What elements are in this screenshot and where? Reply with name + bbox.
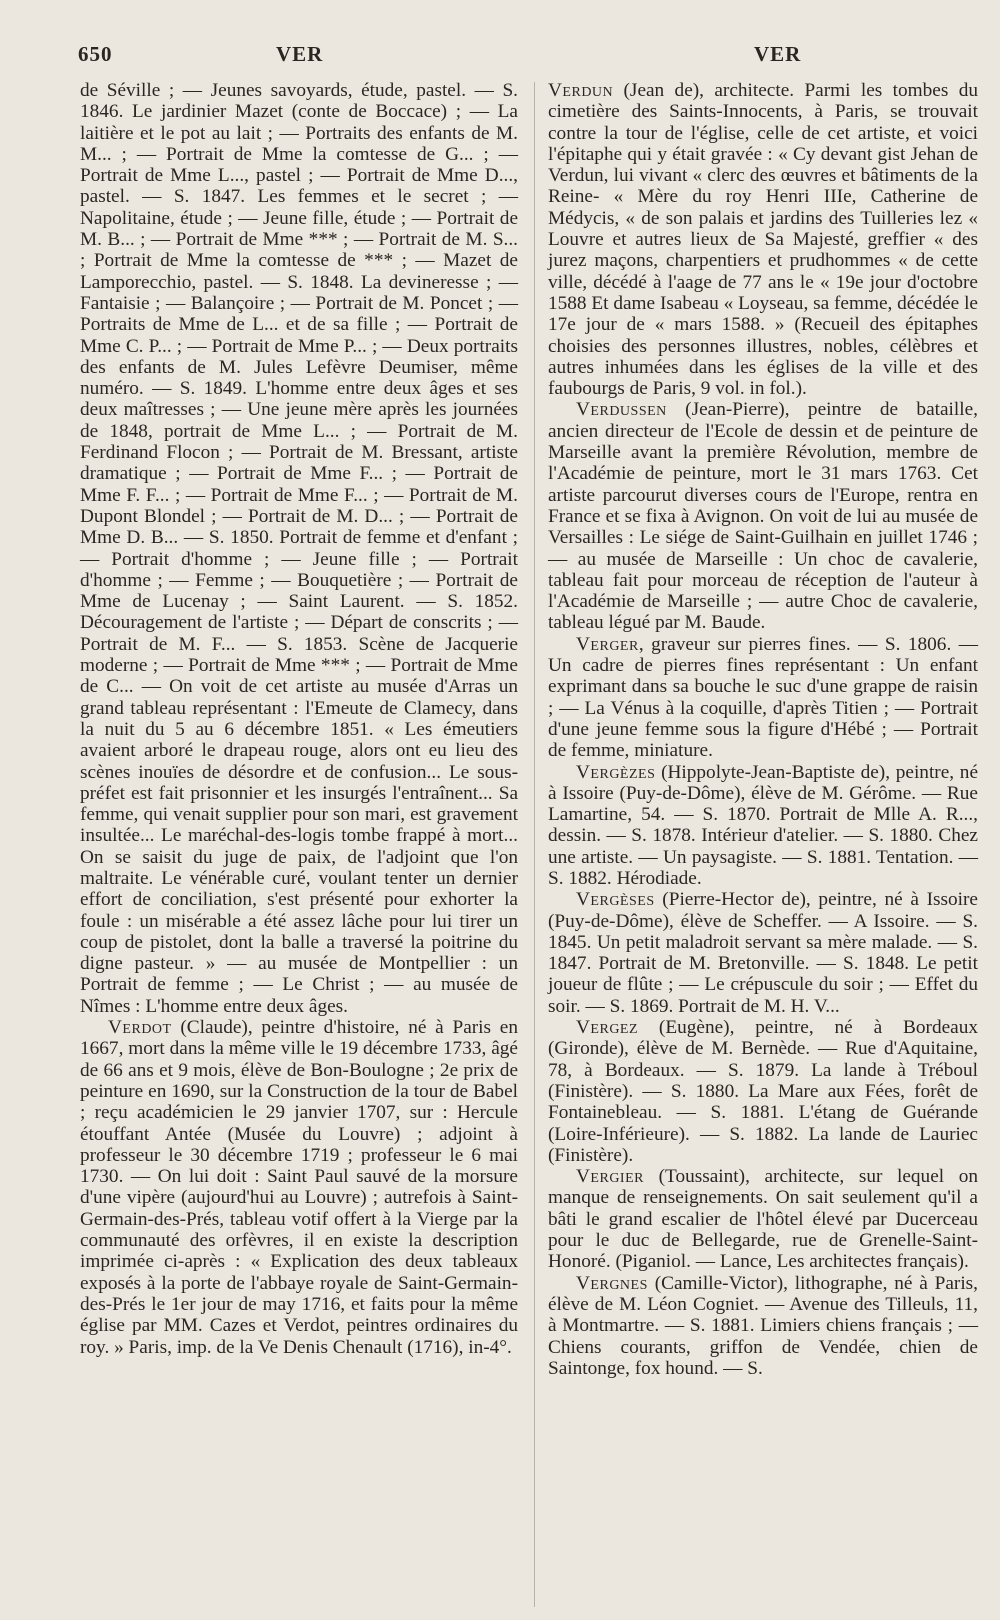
entry-text: (Pierre-Hector de), peintre, né à Issoire (Puy-de-Dôme), élève de Scheffer. — A Issoire. — S. 1845. Un petit maladroit servant sa mère malade. — S. 1847. Portrait de M. Bretonville. — S. 1848. Le petit joueur de flûte ; — Le crépuscule du soir ; — Effet du soir. — S. 1869. Portrait de M. H. V... <box>548 889 978 1017</box>
page-number: 650 <box>78 42 113 66</box>
entry-vergnes <box>548 1273 978 1379</box>
entry-name: Vergèzes <box>576 761 656 783</box>
entry-vergeses <box>548 889 978 1017</box>
running-head-left: VER <box>276 42 324 66</box>
entry-name: Vergnes <box>576 1272 648 1294</box>
entry-name: Verdussen <box>576 399 667 421</box>
entry-text: (Jean de), architecte. Parmi les tombes du cimetière des Saints-Innocents, à Paris, se trouvait contre la tour de l'église, celle de cet artiste, et voici l'épitaphe qui y était gravée : « Cy devant gist Jehan de Verdun, lui vivant « clerc des œuvres et bâtiments de la Reine- « Mère du roy Henri IIIe, Catherine de Médycis, « de son palais et jardins des Tuilleries lez « Louvre et autres lieux de Sa Majesté, greffier « des jurez maçons, charpentiers et prudhommes « de cette ville, décédé à l'aage de 77 ans le « 19e jour d'octobre 1588 Et dame Isabeau « Loyseau, sa femme, décédée le 17e jour de « mars 1588. » (Recueil des épitaphes choisies des personnes illustres, nobles, célèbres et autres inhumées dans les églises de la ville et des faubourgs de Paris, 9 vol. in fol.). <box>548 80 978 400</box>
entry-name: Verdot <box>108 1017 172 1039</box>
entry-vergezes <box>548 762 978 890</box>
column-divider <box>534 82 535 1607</box>
entry-vergez <box>548 1017 978 1166</box>
entry-verger <box>548 634 978 762</box>
entry-text: (Toussaint), architecte, sur lequel on manque de renseignements. On sait seulement qu'il a bâti le grand escalier de l'hôtel élevé par Ducerceau pour le duc de Bellegarde, rue de Grenelle-Saint-Honoré. (Piganiol. — Lance, Les architectes français). <box>548 1166 978 1273</box>
entry-text: , graveur sur pierres fines. — S. 1806. — Un cadre de pierres fines représentant : Un enfant exprimant dans sa bouche le suc d'une grappe de raisin ; — La Vénus à la coquille, d'après Titien ; — Portrait d'une jeune femme sous la figure d'Hébé ; — Portrait de femme, miniature. <box>548 633 978 762</box>
entry-verdun <box>548 80 978 399</box>
entry-text: (Hippolyte-Jean-Baptiste de), peintre, né à Issoire (Puy-de-Dôme), élève de M. Gérôme. — Rue Lamartine, 54. — S. 1870. Portrait de Mlle A. R..., dessin. — S. 1878. Intérieur d'atelier. — S. 1880. Chez une artiste. — Un paysagiste. — S. 1881. Tentation. — S. 1882. Hérodiade. <box>548 761 978 889</box>
entry-name: Vergier <box>576 1166 644 1188</box>
left-column <box>80 80 518 1358</box>
entry-continuation: de Séville ; — Jeunes savoyards, étude, pastel. — S. 1846. Le jardinier Mazet (conte de Boccace) ; — La laitière et le pot au lait ; — Portraits des enfants de M. M... ; — Portrait de Mme la comtesse de G... ; — Portrait de Mme L..., pastel ; — Portrait de Mme D..., pastel. — S. 1847. Les femmes et le secret ; — Napolitaine, étude ; — Jeune fille, étude ; — Portrait de M. B... ; — Portrait de Mme *** ; — Portrait de M. S... ; Portrait de Mme la comtesse de *** ; — Mazet de Lamporecchio, pastel. — S. 1848. La devineresse ; — Fantaisie ; — Balançoire ; — Portrait de M. Poncet ; — Portraits de Mme de L... et de sa fille ; — Portrait de Mme C. P... ; — Portrait de Mme P... ; — Deux portraits des enfants de M. Jules Lefèvre Deumiser, même numéro. — S. 1849. L'homme entre deux âges et ses deux maîtresses ; — Une jeune mère après les journées de 1848, portrait de Mme L... ; — Portrait de M. Ferdinand Flocon ; — Portrait de M. Bressant, artiste dramatique ; — Portrait de Mme F... ; — Portrait de Mme F. F... ; — Portrait de Mme F... ; — Portrait de M. Dupont Blondel ; — Portrait de M. D... ; — Portrait de Mme D. B... — S. 1850. Portrait de femme et d'enfant ; — Portrait d'homme ; — Jeune fille ; — Portrait d'homme ; — Femme ; — Bouquetière ; — Portrait de Mme de Lucenay ; — Saint Laurent. — S. 1852. Découragement de l'artiste ; — Départ de conscrits ; — Portrait de M. F... — S. 1853. Scène de Jacquerie moderne ; — Portrait de Mme *** ; — Portrait de Mme de C... — On voit de cet artiste au musée d'Arras un grand tableau représentant : l'Emeute de Clamecy, dans la nuit du 5 au 6 décembre 1851. « Les émeutiers avaient arboré le drapeau rouge, alors ont eu lieu des scènes inouïes de désordre et de confusion... Le sous-préfet est fait prisonnier et les insurgés l'entraînent... Sa femme, qui venait supplier pour son mari, est gravement insultée... Le maréchal-des-logis tombe frappé à mort... On se saisit du juge de paix, de l'adjoint que l'on maltraite. Le vénérable curé, voulant tenter un dernier effort de conciliation, s'est présenté pour exhorter la foule : un misérable a été assez lâche pour lui tirer un coup de pistolet, dont la balle a traversé la poitrine du digne pasteur. » — au musée de Montpellier : un Portrait de femme ; — Le Christ ; — au musée de Nîmes : L'homme entre deux âges. <box>80 80 518 1017</box>
entry-text: (Jean-Pierre), peintre de bataille, ancien directeur de l'Ecole de dessin et de peinture de Marseille avant la première Révolution, membre de l'Académie de peinture, mort le 31 mars 1763. Cet artiste parcourut diverses cours de l'Europe, rentra en France et se fixa à Avignon. On voit de lui au musée de Versailles : Le siége de Saint-Guilhain en juillet 1746 ; — au musée de Marseille : Un choc de cavalerie, tableau fait pour morceau de réception de l'auteur à l'Académie de Marseille ; — autre Choc de cavalerie, tableau légué par M. Baude. <box>548 399 978 634</box>
entry-name: Vergez <box>576 1017 639 1039</box>
entry-text: (Claude), peintre d'histoire, né à Paris en 1667, mort dans la même ville le 19 décembre 1733, âgé de 66 ans et 9 mois, élève de Bon-Boulogne ; 2e prix de peinture en 1690, sur la Construction de la tour de Babel ; reçu académicien le 29 janvier 1707, sur : Hercule étouffant Antée (Musée du Louvre) ; adjoint à professeur le 30 décembre 1719 ; professeur le 6 mai 1730. — On lui doit : Saint Paul sauvé de la morsure d'une vipère (aujourd'hui au Louvre) ; autrefois à Saint-Germain-des-Prés, tableau votif offert à la Vierge par la communauté des orfèvres, il en existe la description imprimée ci-après : « Explication des deux tableaux exposés à la porte de l'abbaye royale de Saint-Germain-des-Prés le 1er jour de may 1716, et faits pour la même église par MM. Cazes et Verdot, peintres ordinaires du roy. » Paris, imp. de la Ve Denis Chenault (1716), in-4°. <box>80 1017 518 1358</box>
entry-name: Vergèses <box>576 889 655 911</box>
entry-verdussen <box>548 399 978 633</box>
entry-vergier <box>548 1166 978 1272</box>
running-head-right: VER <box>754 42 802 66</box>
page-header <box>78 42 972 72</box>
entry-text: (Camille-Victor), lithographe, né à Paris, élève de M. Léon Cogniet. — Avenue des Tilleuls, 11, à Montmartre. — S. 1881. Limiers chiens français ; — Chiens courants, griffon de Vendée, chien de Saintonge, fox hound. — S. <box>548 1272 978 1379</box>
right-column <box>548 80 978 1379</box>
entry-name: Verger <box>576 633 639 655</box>
entry-text: (Eugène), peintre, né à Bordeaux (Gironde), élève de M. Bernède. — Rue d'Aquitaine, 78, à Bordeaux. — S. 1879. La lande à Tréboul (Finistère). — S. 1880. La Mare aux Fées, forêt de Fontainebleau. — S. 1881. L'étang de Guérande (Loire-Inférieure). — S. 1882. La lande de Lauriec (Finistère). <box>548 1017 978 1166</box>
entry-verdot <box>80 1017 518 1358</box>
entry-name: Verdun <box>548 80 614 101</box>
